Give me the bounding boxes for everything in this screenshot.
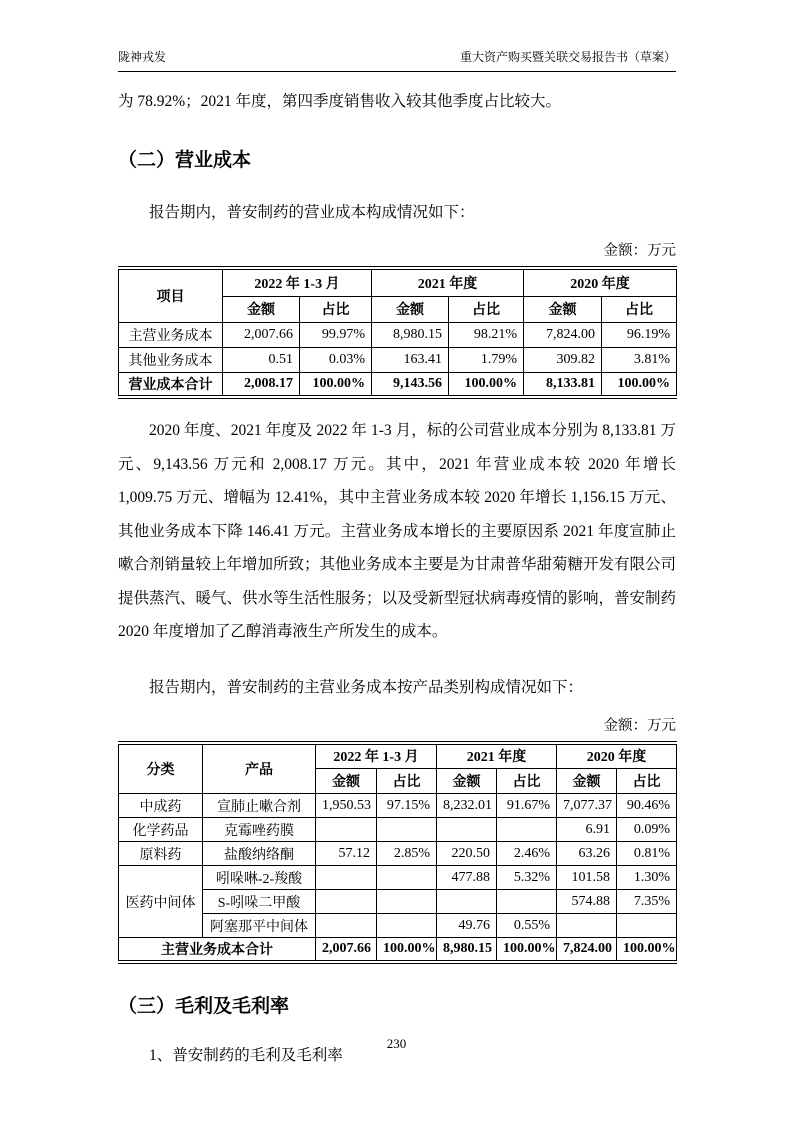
cell-value: 100.00%: [449, 372, 524, 397]
table2-intro-paragraph: 报告期内，普安制药的主营业务成本按产品类别构成情况如下：: [149, 678, 584, 696]
table2-header-period-2022: 2022 年 1-3 月: [316, 743, 437, 769]
cell-value: 0.03%: [300, 347, 372, 372]
cell-value: 574.88: [557, 890, 617, 914]
table1-subheader-ratio: 占比: [602, 296, 677, 322]
cell-value: [617, 914, 677, 938]
table2-subheader-ratio: 占比: [497, 769, 557, 794]
product-cost-table: [118, 741, 677, 965]
cell-value: 7,824.00: [524, 322, 602, 347]
continued-paragraph: 为 78.92%；2021 年度，第四季度销售收入较其他季度占比较大。: [118, 93, 562, 110]
cell-value: 5.32%: [497, 866, 557, 890]
cell-value: [497, 818, 557, 842]
cell-value: 220.50: [437, 842, 497, 866]
cell-value: [316, 890, 377, 914]
cell-value: 0.81%: [617, 842, 677, 866]
cell-value: 0.51: [223, 347, 300, 372]
table1-header-period-2022: 2022 年 1-3 月: [223, 268, 372, 296]
table1-header-period-2021: 2021 年度: [372, 268, 524, 296]
cell-value: 49.76: [437, 914, 497, 938]
product-cell: 吲哚啉-2-羧酸: [203, 866, 316, 890]
row-label: 营业成本合计: [119, 372, 223, 397]
table2-header-product: 产品: [203, 743, 316, 794]
cell-value: 100.00%: [617, 938, 677, 963]
table1-intro-paragraph: 报告期内，普安制药的营业成本构成情况如下：: [149, 204, 475, 221]
table2-header-period-2020: 2020 年度: [557, 743, 677, 769]
cell-value: 63.26: [557, 842, 617, 866]
cell-value: 2.46%: [497, 842, 557, 866]
cost-analysis-paragraph: 2020 年度、2021 年度及 2022 年 1-3 月，标的公司营业成本分别为 8,133.81 万元、9,143.56 万元和 2,008.17 万元。其中，2021 年营业成本较 2020 年增长 1,009.75 万元、增幅为 12.41%，其中主营业务成本较 2020 年增长 1,156.15 万元、其他业务成本下降 146.41 万元。主营业务成本增长的主要原因系 2021 年度宣肺止嗽合剂销量较上年增加所致；其他业务成本主要是为甘肃普华甜菊糖开发有限公司提供蒸汽、暖气、供水等生活性服务；以及受新型冠状病毒疫情的影响，普安制药 2020 年度增加了乙醇消毒液生产所发生的成本。: [118, 422, 677, 640]
table1-subheader-amount: 金额: [223, 296, 300, 322]
product-cell: 克霉唑药膜: [203, 818, 316, 842]
cell-value: 163.41: [372, 347, 449, 372]
cell-value: 0.09%: [617, 818, 677, 842]
cell-value: [377, 914, 437, 938]
cell-value: [316, 866, 377, 890]
table2-subheader-ratio: 占比: [617, 769, 677, 794]
category-cell: 化学药品: [119, 818, 203, 842]
cell-value: [377, 890, 437, 914]
category-cell: 医药中间体: [119, 866, 203, 938]
table-row-total-cost: [119, 372, 677, 397]
unit-label-table1: 金额：万元: [603, 243, 676, 259]
cell-value: 3.81%: [602, 347, 677, 372]
table2-header-period-2021: 2021 年度: [437, 743, 557, 769]
table-row-intermediate-3: [119, 914, 677, 938]
cell-value: 91.67%: [497, 794, 557, 818]
cell-value: 477.88: [437, 866, 497, 890]
cell-value: [437, 890, 497, 914]
cell-value: 2,007.66: [316, 938, 377, 963]
product-cell: 盐酸纳络酮: [203, 842, 316, 866]
section-heading-operating-cost: （二）营业成本: [118, 150, 252, 171]
cell-value: 98.21%: [449, 322, 524, 347]
cell-value: 57.12: [316, 842, 377, 866]
cell-value: 8,980.15: [372, 322, 449, 347]
product-cell: S-吲哚二甲酸: [203, 890, 316, 914]
table2-subheader-amount: 金额: [316, 769, 377, 794]
table1-header-item: 项目: [119, 268, 223, 322]
cell-value: [316, 818, 377, 842]
cost-composition-table: [118, 266, 677, 399]
row-label: 其他业务成本: [119, 347, 223, 372]
table1-subheader-ratio: 占比: [300, 296, 372, 322]
table-header-row: [119, 743, 677, 769]
category-cell: 中成药: [119, 794, 203, 818]
table2-subheader-amount: 金额: [557, 769, 617, 794]
total-label: 主营业务成本合计: [119, 938, 316, 963]
cell-value: [437, 818, 497, 842]
cell-value: [497, 890, 557, 914]
table-row-api: [119, 842, 677, 866]
table2-header-category: 分类: [119, 743, 203, 794]
section-heading-gross-profit: （三）毛利及毛利率: [118, 996, 290, 1017]
cell-value: 8,232.01: [437, 794, 497, 818]
cell-value: 8,980.15: [437, 938, 497, 963]
cell-value: 100.00%: [497, 938, 557, 963]
cell-value: 90.46%: [617, 794, 677, 818]
cell-value: 6.91: [557, 818, 617, 842]
category-cell: 原料药: [119, 842, 203, 866]
cell-value: 2,007.66: [223, 322, 300, 347]
product-cell: 阿塞那平中间体: [203, 914, 316, 938]
product-cell: 宣肺止嗽合剂: [203, 794, 316, 818]
cell-value: 2.85%: [377, 842, 437, 866]
cell-value: [377, 866, 437, 890]
cell-value: 7,824.00: [557, 938, 617, 963]
cell-value: 100.00%: [377, 938, 437, 963]
cell-value: 1.30%: [617, 866, 677, 890]
cell-value: [316, 914, 377, 938]
cell-value: 99.97%: [300, 322, 372, 347]
cell-value: 9,143.56: [372, 372, 449, 397]
row-label: 主营业务成本: [119, 322, 223, 347]
table2-subheader-ratio: 占比: [377, 769, 437, 794]
cell-value: 96.19%: [602, 322, 677, 347]
table1-header-period-2020: 2020 年度: [524, 268, 677, 296]
cell-value: 100.00%: [602, 372, 677, 397]
table-row-other-cost: [119, 347, 677, 372]
table-row-main-cost-total: [119, 938, 677, 963]
cell-value: 0.55%: [497, 914, 557, 938]
cell-value: 309.82: [524, 347, 602, 372]
table-row-intermediate-1: [119, 866, 677, 890]
table-row-main-cost: [119, 322, 677, 347]
table1-subheader-amount: 金额: [524, 296, 602, 322]
cell-value: 1,950.53: [316, 794, 377, 818]
table1-subheader-amount: 金额: [372, 296, 449, 322]
cell-value: [377, 818, 437, 842]
cell-value: 7,077.37: [557, 794, 617, 818]
header-report-title: 重大资产购买暨关联交易报告书（草案）: [459, 50, 676, 64]
cell-value: 8,133.81: [524, 372, 602, 397]
cell-value: [557, 914, 617, 938]
unit-label-table2: 金额：万元: [603, 717, 676, 734]
cell-value: 100.00%: [300, 372, 372, 397]
table-header-row: [119, 268, 677, 296]
table2-subheader-amount: 金额: [437, 769, 497, 794]
cell-value: 97.15%: [377, 794, 437, 818]
header-company-short-name: 陇神戎发: [118, 50, 167, 64]
subsection-heading-gross-profit: 1、普安制药的毛利及毛利率: [149, 1047, 343, 1064]
cell-value: 7.35%: [617, 890, 677, 914]
page-number: 230: [386, 1036, 407, 1051]
page-header: [118, 50, 676, 72]
cell-value: 1.79%: [449, 347, 524, 372]
table-row-tcm: [119, 794, 677, 818]
table-row-intermediate-2: [119, 890, 677, 914]
cell-value: 101.58: [557, 866, 617, 890]
table-row-chemical: [119, 818, 677, 842]
table1-subheader-ratio: 占比: [449, 296, 524, 322]
cell-value: 2,008.17: [223, 372, 300, 397]
